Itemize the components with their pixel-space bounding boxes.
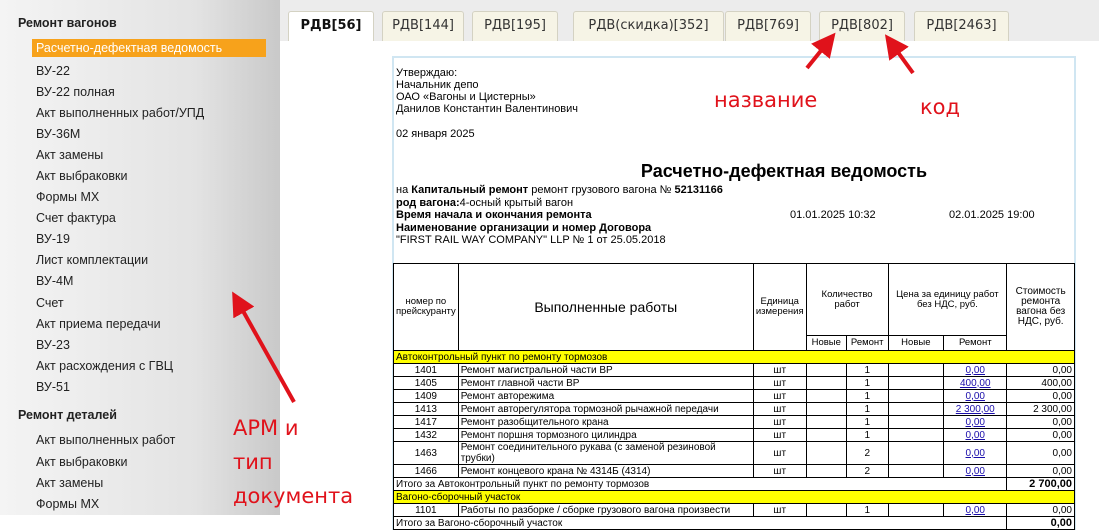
row-qty-new bbox=[806, 364, 846, 377]
approver-position: Начальник депо bbox=[396, 79, 479, 91]
sidebar-item-pick-list[interactable]: Лист комплектации bbox=[36, 253, 149, 267]
tab-rdv-2463[interactable]: РДВ[2463] bbox=[914, 11, 1009, 41]
row-qty-new bbox=[806, 403, 846, 416]
row-number: 1409 bbox=[394, 390, 459, 403]
price-link[interactable]: 400,00 bbox=[959, 377, 991, 389]
col-header-unit: Единица измерения bbox=[753, 264, 806, 351]
row-cost: 0,00 bbox=[1007, 429, 1075, 442]
row-price-repair[interactable] bbox=[944, 429, 1007, 442]
sidebar-section-wagon-repair: Ремонт вагонов bbox=[18, 16, 117, 30]
annotation-arm-line1: АРМ и bbox=[233, 416, 299, 440]
sidebar-item-vu19[interactable]: ВУ-19 bbox=[36, 232, 70, 246]
approve-label: Утверждаю: bbox=[396, 67, 458, 79]
sidebar-item-parts-act-works[interactable]: Акт выполненных работ bbox=[36, 433, 176, 447]
annotation-arm-line2: тип bbox=[233, 450, 273, 474]
row-work-name: Ремонт главной части ВР bbox=[458, 377, 753, 390]
row-price-repair[interactable] bbox=[944, 442, 1007, 465]
section-assembly-rows bbox=[394, 504, 1075, 517]
row-qty-new bbox=[806, 390, 846, 403]
document-date: 02 января 2025 bbox=[396, 128, 475, 140]
row-qty-repair: 1 bbox=[846, 429, 888, 442]
sidebar-item-act-handover[interactable]: Акт приема передачи bbox=[36, 317, 161, 331]
sidebar-item-act-works-upd[interactable]: Акт выполненных работ/УПД bbox=[36, 106, 205, 120]
row-qty-repair: 2 bbox=[846, 442, 888, 465]
sidebar-item-parts-forms-mh[interactable]: Формы МХ bbox=[36, 497, 100, 511]
sidebar-item-vu23[interactable]: ВУ-23 bbox=[36, 338, 70, 352]
sidebar-item-vu51[interactable]: ВУ-51 bbox=[36, 380, 70, 394]
repair-mid: ремонт грузового вагона № bbox=[531, 184, 672, 196]
repair-line bbox=[396, 184, 1072, 197]
sidebar-item-act-rejection[interactable]: Акт выбраковки bbox=[36, 169, 128, 183]
row-qty-repair: 1 bbox=[846, 364, 888, 377]
table-row bbox=[394, 442, 1075, 465]
row-qty-repair: 1 bbox=[846, 416, 888, 429]
wagon-kind-label: род вагона: bbox=[396, 196, 460, 209]
annotation-arm bbox=[233, 411, 353, 513]
tab-content bbox=[280, 41, 1099, 529]
sidebar-item-act-discrepancy[interactable]: Акт расхождения с ГВЦ bbox=[36, 359, 174, 373]
col-header-price-repair: Ремонт bbox=[944, 336, 1007, 351]
row-number: 1101 bbox=[394, 504, 459, 517]
table-row bbox=[394, 364, 1075, 377]
row-price-repair[interactable] bbox=[944, 504, 1007, 517]
row-unit: шт bbox=[753, 377, 806, 390]
row-number: 1405 bbox=[394, 377, 459, 390]
sidebar-item-rdv[interactable]: Расчетно-дефектная ведомость bbox=[32, 39, 266, 57]
row-qty-new bbox=[806, 465, 846, 478]
main-area bbox=[280, 0, 1099, 529]
sidebar-item-act-replacement[interactable]: Акт замены bbox=[36, 148, 104, 162]
section-brakes-rows bbox=[394, 364, 1075, 478]
row-cost: 0,00 bbox=[1007, 390, 1075, 403]
row-work-name: Ремонт авторежима bbox=[458, 390, 753, 403]
col-header-quantity: Количество работ bbox=[806, 264, 888, 336]
price-link[interactable]: 2 300,00 bbox=[955, 403, 995, 415]
col-header-works: Выполненные работы bbox=[458, 264, 753, 351]
total-brakes-label: Итого за Автоконтрольный пункт по ремонту тормозов bbox=[394, 478, 1007, 491]
row-number: 1417 bbox=[394, 416, 459, 429]
wagon-kind-value: 4-осный крытый вагон bbox=[459, 196, 574, 209]
row-price-repair[interactable] bbox=[944, 364, 1007, 377]
row-unit: шт bbox=[753, 465, 806, 478]
row-qty-new bbox=[806, 504, 846, 517]
row-work-name: Ремонт магистральной части ВР bbox=[458, 364, 753, 377]
repair-time-label: Время начала и окончания ремонта bbox=[396, 209, 592, 221]
total-assembly-label: Итого за Вагоно-сборочный участок bbox=[394, 517, 1007, 530]
sidebar-item-forms-mh[interactable]: Формы МХ bbox=[36, 190, 100, 204]
row-price-repair[interactable] bbox=[944, 465, 1007, 478]
row-qty-new bbox=[806, 442, 846, 465]
row-price-new bbox=[888, 416, 944, 429]
row-unit: шт bbox=[753, 403, 806, 416]
table-row bbox=[394, 429, 1075, 442]
row-price-new bbox=[888, 403, 944, 416]
org-label-line bbox=[396, 222, 1072, 235]
price-link[interactable]: 0,00 bbox=[965, 465, 985, 477]
table-row bbox=[394, 465, 1075, 478]
sidebar-item-vu36m[interactable]: ВУ-36М bbox=[36, 127, 81, 141]
sidebar-item-parts-act-rejection[interactable]: Акт выбраковки bbox=[36, 455, 128, 469]
row-qty-new bbox=[806, 416, 846, 429]
row-qty-new bbox=[806, 429, 846, 442]
sidebar-item-parts-act-replacement[interactable]: Акт замены bbox=[36, 476, 104, 490]
row-cost: 0,00 bbox=[1007, 465, 1075, 478]
row-unit: шт bbox=[753, 504, 806, 517]
table-row bbox=[394, 504, 1075, 517]
repair-time-line bbox=[396, 209, 1072, 222]
col-header-price-new: Новые bbox=[888, 336, 944, 351]
wagon-number: 52131166 bbox=[674, 184, 723, 196]
total-brakes-value: 2 700,00 bbox=[1007, 478, 1075, 491]
repair-time-end: 02.01.2025 19:00 bbox=[949, 209, 1035, 221]
tab-rdv-144[interactable]: РДВ[144] bbox=[382, 11, 464, 41]
annotation-code: код bbox=[920, 95, 961, 119]
sidebar-item-vu22-full[interactable]: ВУ-22 полная bbox=[36, 85, 115, 99]
sidebar-item-bill[interactable]: Счет bbox=[36, 296, 64, 310]
tab-rdv-56[interactable]: РДВ[56] bbox=[288, 11, 374, 42]
table-row bbox=[394, 377, 1075, 390]
row-price-repair[interactable] bbox=[944, 403, 1007, 416]
table-row bbox=[394, 416, 1075, 429]
repair-type: Капитальный ремонт bbox=[411, 184, 529, 196]
tab-rdv-802[interactable]: РДВ[802] bbox=[819, 11, 905, 41]
row-qty-repair: 1 bbox=[846, 504, 888, 517]
row-price-new bbox=[888, 390, 944, 403]
row-price-repair[interactable] bbox=[944, 390, 1007, 403]
col-header-price: Цена за единицу работ без НДС, руб. bbox=[888, 264, 1007, 336]
repair-time-start: 01.01.2025 10:32 bbox=[790, 209, 876, 221]
row-work-name: Ремонт концевого крана № 4314Б (4314) bbox=[458, 465, 753, 478]
row-qty-new bbox=[806, 377, 846, 390]
col-header-qty-repair: Ремонт bbox=[846, 336, 888, 351]
row-unit: шт bbox=[753, 390, 806, 403]
repair-prefix: на bbox=[396, 184, 409, 196]
row-number: 1401 bbox=[394, 364, 459, 377]
row-qty-repair: 1 bbox=[846, 390, 888, 403]
row-unit: шт bbox=[753, 364, 806, 377]
price-link[interactable]: 0,00 bbox=[965, 429, 985, 441]
row-number: 1413 bbox=[394, 403, 459, 416]
section-assembly: Вагоно-сборочный участок bbox=[394, 491, 1075, 504]
row-cost: 0,00 bbox=[1007, 504, 1075, 517]
tab-rdv-195[interactable]: РДВ[195] bbox=[472, 11, 558, 41]
row-cost: 0,00 bbox=[1007, 364, 1075, 377]
row-price-new bbox=[888, 364, 944, 377]
row-work-name: Ремонт поршня тормозного цилиндра bbox=[458, 429, 753, 442]
sidebar-item-vu22[interactable]: ВУ-22 bbox=[36, 64, 70, 78]
row-cost: 400,00 bbox=[1007, 377, 1075, 390]
row-cost: 0,00 bbox=[1007, 416, 1075, 429]
row-work-name: Ремонт соединительного рукава (с заменой резиновой трубки) bbox=[458, 442, 753, 465]
org-value: "FIRST RAIL WAY COMPANY" LLP № 1 от 25.05.2018 bbox=[396, 234, 666, 246]
total-assembly-value: 0,00 bbox=[1007, 517, 1075, 530]
table-row bbox=[394, 403, 1075, 416]
row-price-repair[interactable] bbox=[944, 377, 1007, 390]
row-number: 1466 bbox=[394, 465, 459, 478]
price-link[interactable]: 0,00 bbox=[965, 390, 985, 402]
row-price-new bbox=[888, 442, 944, 465]
row-unit: шт bbox=[753, 416, 806, 429]
row-price-new bbox=[888, 465, 944, 478]
annotation-name: название bbox=[714, 88, 818, 112]
row-unit: шт bbox=[753, 429, 806, 442]
row-cost: 2 300,00 bbox=[1007, 403, 1075, 416]
org-label: Наименование организации и номер Договора bbox=[396, 221, 652, 234]
row-price-new bbox=[888, 377, 944, 390]
row-work-name: Ремонт разобщительного крана bbox=[458, 416, 753, 429]
row-unit: шт bbox=[753, 442, 806, 465]
tab-rdv-discount-352[interactable]: РДВ(скидка)[352] bbox=[573, 11, 724, 41]
table-row bbox=[394, 390, 1075, 403]
works-table bbox=[393, 263, 1075, 530]
annotation-arm-line3: документа bbox=[233, 484, 354, 508]
sidebar-item-vu4m[interactable]: ВУ-4М bbox=[36, 274, 74, 288]
row-number: 1432 bbox=[394, 429, 459, 442]
price-link[interactable]: 0,00 bbox=[965, 447, 985, 459]
row-price-new bbox=[888, 504, 944, 517]
row-cost: 0,00 bbox=[1007, 442, 1075, 465]
document-title: Расчетно-дефектная ведомость bbox=[640, 161, 928, 181]
document bbox=[392, 56, 1076, 530]
col-header-cost: Стоимость ремонта вагона без НДС, руб. bbox=[1007, 264, 1075, 351]
row-number: 1463 bbox=[394, 442, 459, 465]
row-work-name: Работы по разборке / сборке грузового вагона произвести bbox=[458, 504, 753, 517]
approver-name: Данилов Константин Валентинович bbox=[396, 103, 579, 115]
price-link[interactable]: 0,00 bbox=[965, 416, 985, 428]
row-qty-repair: 2 bbox=[846, 465, 888, 478]
row-price-repair[interactable] bbox=[944, 416, 1007, 429]
price-link[interactable]: 0,00 bbox=[965, 364, 985, 376]
row-work-name: Ремонт авторегулятора тормозной рычажной передачи bbox=[458, 403, 753, 416]
tab-rdv-769[interactable]: РДВ[769] bbox=[725, 11, 811, 41]
col-header-number: номер по прейскуранту bbox=[394, 264, 459, 351]
col-header-qty-new: Новые bbox=[806, 336, 846, 351]
sidebar-section-parts-repair: Ремонт деталей bbox=[18, 408, 117, 422]
approver-company: ОАО «Вагоны и Цистерны» bbox=[396, 91, 536, 103]
wagon-kind-line bbox=[396, 197, 1072, 210]
sidebar-item-invoice[interactable]: Счет фактура bbox=[36, 211, 116, 225]
row-price-new bbox=[888, 429, 944, 442]
price-link[interactable]: 0,00 bbox=[965, 504, 985, 516]
row-qty-repair: 1 bbox=[846, 403, 888, 416]
section-brakes: Автоконтрольный пункт по ремонту тормозов bbox=[394, 351, 1075, 364]
row-qty-repair: 1 bbox=[846, 377, 888, 390]
